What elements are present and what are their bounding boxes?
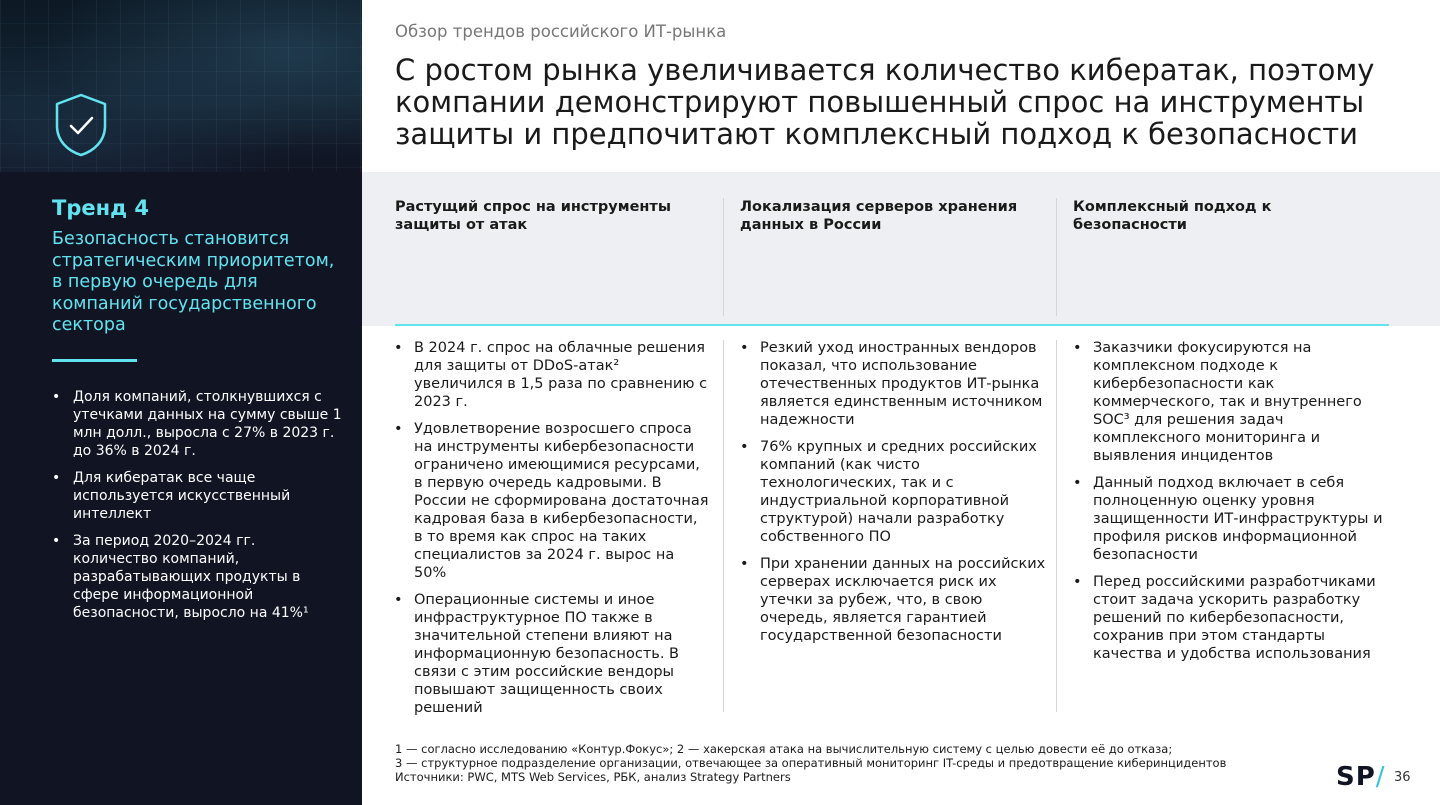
- list-item: • 76% крупных и средних российских компаний (как чисто технологических, так и с индустриальной корпоративной структурой) начали разработку собственного ПО: [740, 438, 1046, 546]
- footnote-line: 3 — структурное подразделение организации, отвечающее за оперативный мониторинг IT-среды и предотвращение киберинцидентов: [395, 756, 1227, 770]
- footnote-sources: Источники: PWC, MTS Web Services, РБК, анализ Strategy Partners: [395, 770, 791, 784]
- column-1-list: [394, 339, 710, 726]
- footnote-line: 1 — согласно исследованию «Контур.Фокус»; 2 — хакерская атака на вычислительную систему с целью довести её до отказа;: [395, 742, 1173, 756]
- column-header-band: [362, 172, 1440, 326]
- list-item: • Удовлетворение возросшего спроса на инструменты кибербезопасности ограничено имеющимися ресурсами, в первую очередь кадровыми. В России не сформирована достаточная кадровая база в кибербезопасности, в то время как спрос на таких специалистов за 2024 г. вырос на 50%: [394, 420, 710, 582]
- column-divider: [1056, 340, 1057, 712]
- brand-logo: [1336, 762, 1386, 792]
- accent-divider: [52, 359, 137, 362]
- list-item: • Заказчики фокусируются на комплексном подходе к кибербезопасности как коммерческого, так и внутреннего SOC³ для решения задач комплексного мониторинга и выявления инцидентов: [1073, 339, 1391, 465]
- column-2-list: [740, 339, 1046, 654]
- left-bullet-list: [52, 388, 342, 631]
- list-item: • Резкий уход иностранных вендоров показал, что использование отечественных продуктов ИТ-рынка является единственным источником надежности: [740, 339, 1046, 429]
- column-title-3: Комплексный подход к безопасности: [1073, 199, 1272, 233]
- breadcrumb: Обзор трендов российского ИТ-рынка: [395, 22, 727, 41]
- page-title: С ростом рынка увеличивается количество кибератак, поэтому компании демонстрируют повышенный спрос на инструменты защиты и предпочитают комплексный подход к безопасности: [395, 53, 1375, 151]
- list-item: • Доля компаний, столкнувшихся с утечками данных на сумму свыше 1 млн долл., выросла с 27% в 2023 г. до 36% в 2024 г.: [52, 388, 342, 460]
- list-item: • Перед российскими разработчиками стоит задача ускорить разработку решений по кибербезопасности, сохранив при этом стандарты качества и удобства использования: [1073, 573, 1391, 663]
- list-item: • Данный подход включает в себя полноценную оценку уровня защищенности ИТ-инфраструктуры и профиля рисков информационной безопасности: [1073, 474, 1391, 564]
- left-panel: [0, 0, 362, 805]
- list-item: • Для кибератак все чаще используется искусственный интеллект: [52, 469, 342, 523]
- page-number: 36: [1394, 770, 1411, 785]
- list-item: • При хранении данных на российских серверах исключается риск их утечки за рубеж, что, в свою очередь, является гарантией государственной безопасности: [740, 555, 1046, 645]
- shield-check-icon: [52, 92, 110, 158]
- trend-subtitle: Безопасность становится стратегическим приоритетом, в первую очередь для компаний государственного сектора: [52, 229, 335, 335]
- column-3-list: [1073, 339, 1391, 672]
- logo-text: SP: [1336, 762, 1376, 792]
- logo-slash: /: [1375, 762, 1386, 792]
- column-divider: [723, 340, 724, 712]
- list-item: • Операционные системы и иное инфраструктурное ПО также в значительной степени влияют на информационную безопасность. В связи с этим российские вендоры повышают защищенность своих решений: [394, 591, 710, 717]
- list-item: • В 2024 г. спрос на облачные решения для защиты от DDoS-атак² увеличился в 1,5 раза по сравнению с 2023 г.: [394, 339, 710, 411]
- column-title-1: Растущий спрос на инструменты защиты от атак: [395, 199, 671, 233]
- list-item: • За период 2020–2024 гг. количество компаний, разрабатывающих продукты в сфере информационной безопасности, выросло на 41%¹: [52, 532, 342, 622]
- column-divider: [1056, 198, 1057, 316]
- column-divider: [723, 198, 724, 316]
- column-title-2: Локализация серверов хранения данных в России: [740, 199, 1018, 233]
- footnotes: [395, 742, 1295, 784]
- header-underline: [395, 324, 1389, 326]
- trend-title: Тренд 4: [52, 196, 149, 220]
